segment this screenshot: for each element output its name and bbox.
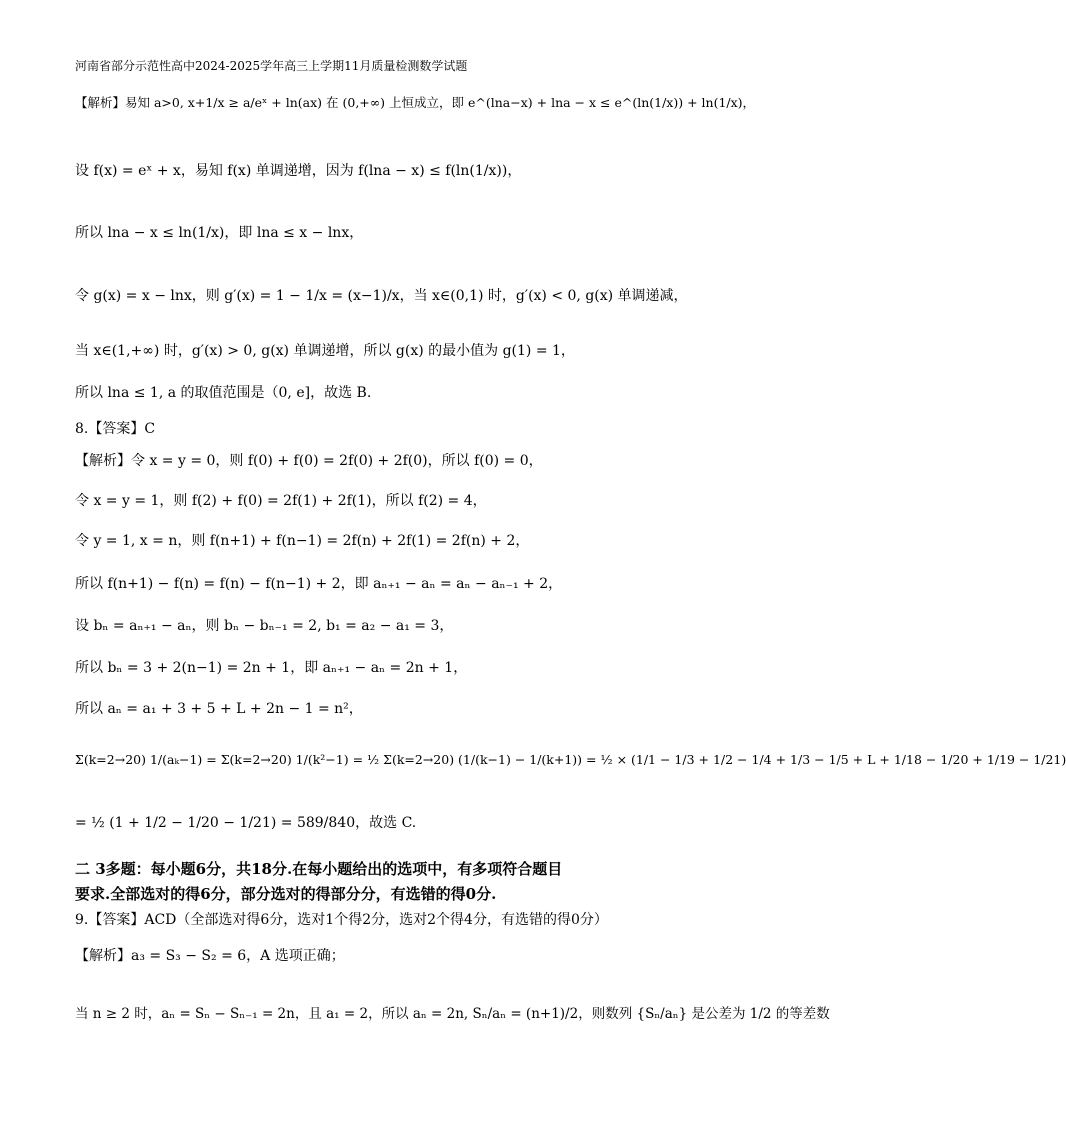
solution-line: 设 bₙ = aₙ₊₁ − aₙ，则 bₙ − bₙ₋₁ = 2, b₁ = a₂ − a₁ = 3，: [75, 618, 454, 634]
solution-line: 【解析】令 x = y = 0，则 f(0) + f(0) = 2f(0) + 2f(0)，所以 f(0) = 0，: [75, 453, 543, 469]
solution-line: 所以 aₙ = a₁ + 3 + 5 + L + 2n − 1 = n²，: [75, 701, 363, 717]
solution-line: 8.【答案】C: [75, 421, 156, 437]
solution-line: 所以 lna ≤ 1, a 的取值范围是（0, e]，故选 B.: [75, 385, 372, 401]
solution-line: 设 f(x) = eˣ + x，易知 f(x) 单调递增，因为 f(lna − x) ≤ f(ln(1/x))，: [75, 163, 522, 179]
solution-line: Σ(k=2→20) 1/(aₖ−1) = Σ(k=2→20) 1/(k²−1) = ½ Σ(k=2→20) (1/(k−1) − 1/(k+1)) = ½ × (1/1 − 1/3 + 1/2 − 1/4 + 1/3 − 1/5 + L + 1/18 − 1/20 + 1/19 − 1/21): [75, 752, 1066, 767]
q9-answer: 9.【答案】ACD（全部选对得6分，选对1个得2分，选对2个得4分，有选错的得0分）: [75, 912, 608, 928]
solution-line: 所以 lna − x ≤ ln(1/x)，即 lna ≤ x − lnx，: [75, 225, 364, 241]
solution-line: 令 y = 1, x = n，则 f(n+1) + f(n−1) = 2f(n) + 2f(1) = 2f(n) + 2，: [75, 533, 530, 549]
q9-analysis-line2: 当 n ≥ 2 时，aₙ = Sₙ − Sₙ₋₁ = 2n，且 a₁ = 2，所以 aₙ = 2n, Sₙ/aₙ = (n+1)/2，则数列 {Sₙ/aₙ} 是公差为 1/2 的等差数: [75, 1006, 830, 1022]
solution-line: 令 x = y = 1，则 f(2) + f(0) = 2f(1) + 2f(1)，所以 f(2) = 4，: [75, 493, 487, 509]
q9-analysis-line1: 【解析】a₃ = S₃ − S₂ = 6，A 选项正确；: [75, 948, 345, 964]
solution-line: 当 x∈(1,+∞) 时，g′(x) > 0, g(x) 单调递增，所以 g(x) 的最小值为 g(1) = 1，: [75, 343, 575, 359]
solution-line: 令 g(x) = x − lnx，则 g′(x) = 1 − 1/x = (x−1)/x，当 x∈(0,1) 时，g′(x) < 0, g(x) 单调递减，: [75, 288, 688, 304]
solution-line: = ½ (1 + 1/2 − 1/20 − 1/21) = 589/840，故选 C.: [75, 815, 417, 831]
section-heading-line1: 二 3多题：每小题6分，共18分.在每小题给出的选项中，有多项符合题目: [75, 860, 563, 878]
section-heading-line2: 要求.全部选对的得6分，部分选对的得部分分，有选错的得0分.: [75, 885, 497, 903]
solution-line: 所以 bₙ = 3 + 2(n−1) = 2n + 1，即 aₙ₊₁ − aₙ = 2n + 1，: [75, 660, 468, 676]
page-header: 河南省部分示范性高中2024-2025学年高三上学期11月质量检测数学试题: [75, 59, 468, 73]
solution-line: 【解析】易知 a>0, x+1/x ≥ a/eˣ + ln(ax) 在 (0,+∞) 上恒成立，即 e^(lna−x) + lna − x ≤ e^(ln(1/x)) + ln(1/x)，: [75, 95, 756, 110]
solution-line: 所以 f(n+1) − f(n) = f(n) − f(n−1) + 2，即 aₙ₊₁ − aₙ = aₙ − aₙ₋₁ + 2，: [75, 576, 563, 592]
